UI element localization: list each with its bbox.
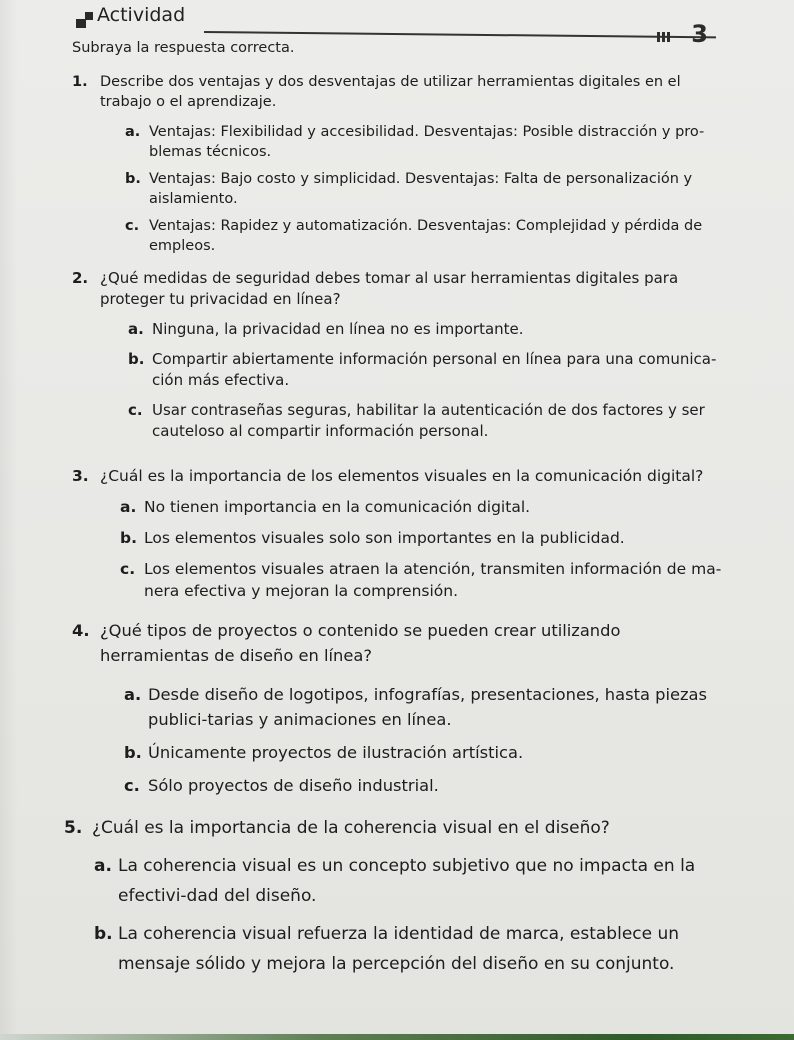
option-text[interactable]: Los elementos visuales atraen la atención, transmiten información de ma-nera efectiva y mejoran la comprensión.	[144, 560, 722, 600]
option-text[interactable]: Ventajas: Flexibilidad y accesibilidad. Desventajas: Posible distracción y pro-blemas técnicos.	[149, 124, 705, 160]
option-letter: b.	[120, 529, 137, 547]
option-text[interactable]: Ventajas: Rapidez y automatización. Desventajas: Complejidad y pérdida de empleos.	[149, 218, 703, 254]
page-number-mark-icon	[657, 32, 671, 42]
desk-edge	[0, 1034, 794, 1040]
answer-option[interactable]	[124, 740, 732, 765]
answer-option[interactable]	[128, 349, 732, 391]
question-text: ¿Qué tipos de proyectos o contenido se pueden crear utilizando herramientas de diseño en línea?	[100, 621, 621, 665]
page-shadow	[0, 0, 18, 1040]
answer-option[interactable]	[124, 682, 732, 732]
activity-number: 3	[691, 20, 708, 48]
question-text: ¿Cuál es la importancia de la coherencia visual en el diseño?	[92, 818, 610, 838]
answer-option[interactable]	[94, 851, 754, 911]
question-stem	[72, 268, 732, 310]
question-3	[72, 465, 732, 602]
option-letter: a.	[94, 856, 112, 876]
question-1	[72, 72, 732, 256]
option-text[interactable]: Ninguna, la privacidad en línea no es importante.	[152, 320, 524, 338]
question-stem	[72, 72, 732, 112]
question-5	[64, 813, 754, 979]
question-text: ¿Qué medidas de seguridad debes tomar al usar herramientas digitales para proteger tu privacidad en línea?	[100, 269, 679, 308]
option-text[interactable]: Ventajas: Bajo costo y simplicidad. Desventajas: Falta de personalización y aislamiento.	[149, 171, 693, 207]
option-text[interactable]: Usar contraseñas seguras, habilitar la autenticación de dos factores y ser cauteloso al compartir información personal.	[152, 401, 705, 440]
option-letter: c.	[124, 776, 140, 795]
question-number: 2.	[72, 269, 89, 287]
question-number: 4.	[72, 621, 90, 640]
option-letter: b.	[128, 350, 145, 368]
question-number: 5.	[64, 818, 83, 838]
option-letter: a.	[128, 320, 144, 338]
answer-option[interactable]	[120, 496, 732, 518]
question-text: Describe dos ventajas y dos desventajas de utilizar herramientas digitales en el trabajo o el aprendizaje.	[100, 74, 681, 110]
option-letter: a.	[125, 124, 141, 140]
question-number: 3.	[72, 467, 89, 485]
answer-option[interactable]	[120, 527, 732, 549]
header-rule	[204, 31, 716, 38]
instructions: Subraya la respuesta correcta.	[72, 40, 295, 56]
option-letter: b.	[124, 743, 142, 762]
option-letter: a.	[124, 685, 142, 704]
option-text[interactable]: Desde diseño de logotipos, infografías, presentaciones, hasta piezas publici-tarias y animaciones en línea.	[148, 685, 707, 729]
square-bullet-icon	[76, 19, 86, 28]
square-bullet-icon	[85, 12, 93, 20]
answer-option[interactable]	[128, 319, 732, 340]
answer-option[interactable]	[120, 558, 732, 602]
question-stem	[72, 618, 732, 668]
option-text[interactable]: No tienen importancia en la comunicación digital.	[144, 498, 531, 516]
answer-option[interactable]	[125, 169, 732, 209]
question-2	[72, 268, 732, 442]
activity-title: Actividad	[97, 4, 186, 26]
answer-option[interactable]	[125, 216, 732, 256]
option-text[interactable]: La coherencia visual es un concepto subjetivo que no impacta en la efectivi-dad del diseño.	[118, 856, 696, 906]
question-stem	[64, 813, 754, 843]
answer-option[interactable]	[125, 122, 732, 162]
answer-option[interactable]	[94, 919, 754, 979]
option-letter: c.	[120, 560, 136, 578]
question-number: 1.	[72, 74, 88, 90]
answer-option[interactable]	[124, 773, 732, 798]
option-text[interactable]: Únicamente proyectos de ilustración artística.	[148, 743, 524, 762]
question-4	[72, 618, 732, 798]
option-letter: a.	[120, 498, 137, 516]
question-stem	[72, 465, 732, 487]
option-text[interactable]: Los elementos visuales solo son importantes en la publicidad.	[144, 529, 625, 547]
option-text[interactable]: Sólo proyectos de diseño industrial.	[148, 776, 439, 795]
answer-option[interactable]	[128, 400, 732, 442]
option-letter: c.	[125, 218, 140, 234]
question-text: ¿Cuál es la importancia de los elementos visuales en la comunicación digital?	[100, 467, 704, 485]
option-letter: b.	[125, 171, 141, 187]
option-letter: c.	[128, 401, 143, 419]
option-text[interactable]: Compartir abiertamente información personal en línea para una comunica-ción más efectiva.	[152, 350, 717, 389]
option-text[interactable]: La coherencia visual refuerza la identidad de marca, establece un mensaje sólido y mejora la percepción del diseño en su conjunto.	[118, 924, 680, 974]
option-letter: b.	[94, 924, 113, 944]
